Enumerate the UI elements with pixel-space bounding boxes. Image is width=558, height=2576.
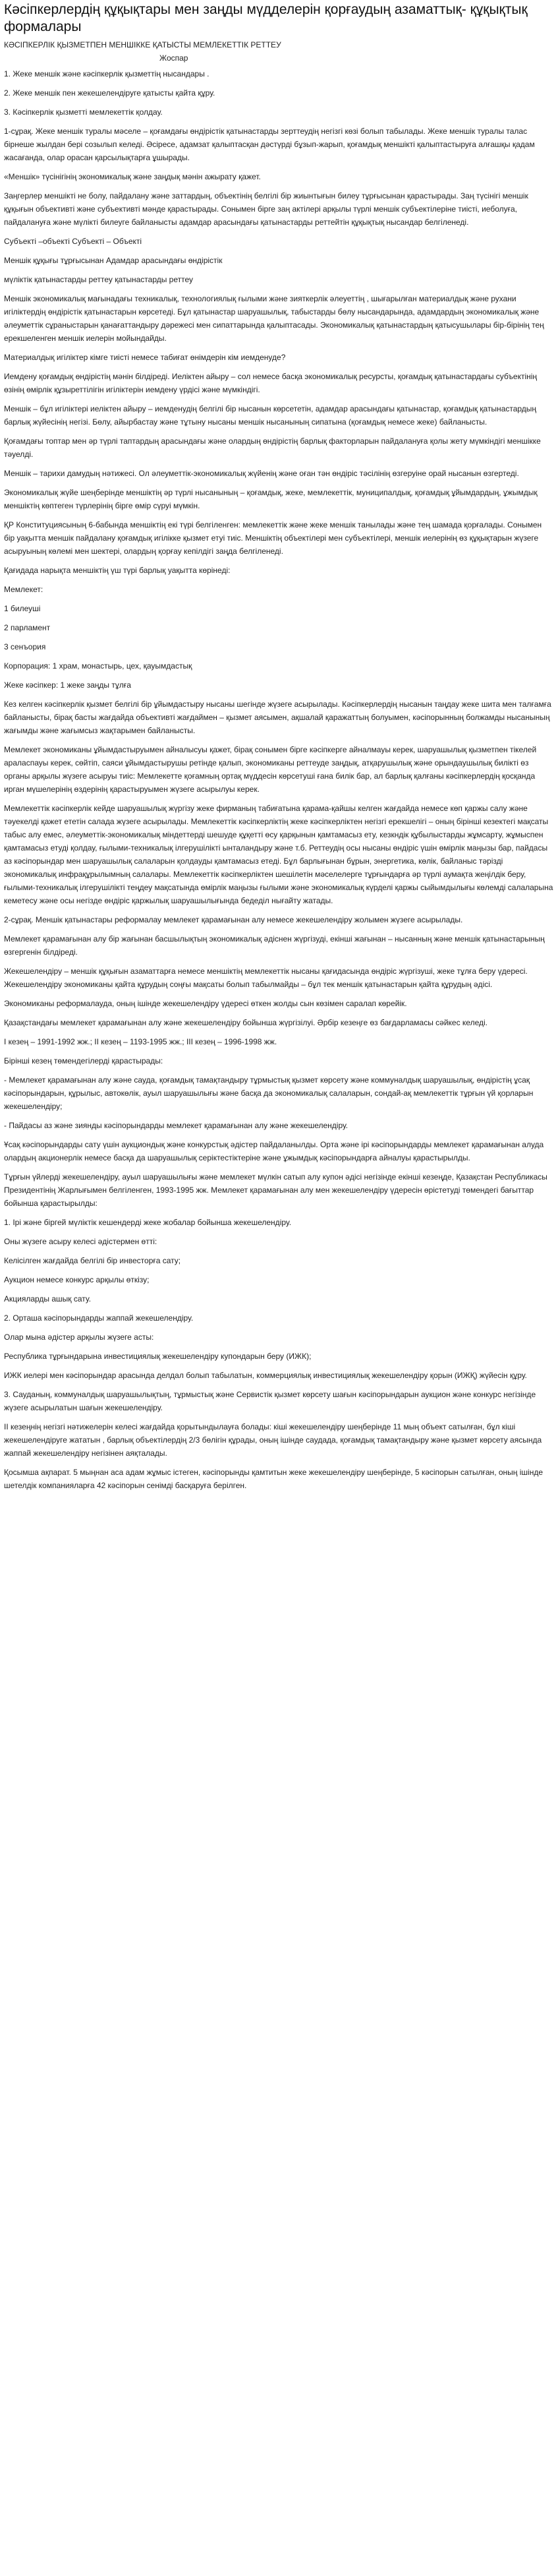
paragraph: II кезеңнің негізгі нәтижелерін келесі жағдайда қорытындылауға болады: кіші жекешелендіру шеңберінде 11 мың объект сатылған, бұл кіші жекешелендіруге жататын , барлық объектілердің 2/3 бөлігін құрады, оның ішінде саудада, қоғамдық тамақтандыру және қызмет көрсету аясында жаппай жекешелендіру негізінен аяқталады. bbox=[4, 1422, 542, 1458]
paragraph: Меншік құқығы тұрғысынан Адамдар арасындағы өндірістік bbox=[4, 256, 223, 265]
paragraph: Материалдық игіліктер кімге тиісті немесе табиғат өнімдерін кім иемденуде? bbox=[4, 353, 286, 362]
paragraph: Аукцион немесе конкурс арқылы өткізу; bbox=[4, 1275, 150, 1284]
paragraph: Келісілген жағдайда белгілі бір инвесторға сату; bbox=[4, 1256, 181, 1265]
paragraph: ҚР Конституциясының 6-бабында меншіктің екі түрі белгіленген: мемлекеттік және жеке меншік танылады және тең шамада қорғалады. Сонымен бір уақытта меншік пайдалану қоғамдық игілікке қызмет етуі тиіс. Меншіктің объектілері мен субъектілері, меншік иелерінің өз құқықтарын жүзеге асыруының көлемі мен шектері, олардың қорғау кепілдігі заңда белгіленеді. bbox=[4, 520, 542, 556]
paragraph: 2 парламент bbox=[4, 623, 51, 632]
paragraph: Экономиканы реформалауда, оның ішінде жекешелендіру үдересі өткен жолды сын көзімен саралап көрейік. bbox=[4, 999, 407, 1008]
paragraph: мүліктік қатынастарды реттеу қатынастарды реттеу bbox=[4, 275, 194, 284]
plan-heading: Жоспар bbox=[159, 53, 188, 63]
paragraph: ИЖК иелері мен кәсіпорындар арасында делдал болып табылатын, коммерциялық инвестициялық жекешелендіру қорын (ИЖҚ) жүйесін құру. bbox=[4, 1371, 527, 1380]
document-subtitle: КӘСІПКЕРЛІК ҚЫЗМЕТПЕН МЕНШІККЕ ҚАТЫСТЫ МЕМЛЕКЕТТІК РЕТТЕУ bbox=[4, 40, 281, 49]
paragraph: Мемлекет: bbox=[4, 585, 43, 594]
paragraph: 2. Жеке меншік пен жекешелендіруге қатысты қайта құру. bbox=[4, 88, 215, 98]
paragraph: Қоғамдағы топтар мен әр түрлі таптардың арасындағы және олардың өндірістің барлық факторларын пайдалануға қолы жету мүмкіндігі меншікке тәуелді. bbox=[4, 436, 541, 459]
document-title: Кәсіпкерлердің құқықтары мен заңды мүдделерін қорғаудың азаматтық- құқықтық формалары bbox=[4, 2, 528, 34]
paragraph: Олар мына әдістер арқылы жүзеге асты: bbox=[4, 1333, 154, 1342]
paragraph: 3. Сауданың, коммуналдық шаруашылықтың, тұрмыстық және Сервистік қызмет көрсету шағын кәсіпорындарын аукцион және конкурс негізінде жүзеге асырылатын шағын жекешелендіру. bbox=[4, 1390, 536, 1412]
paragraph: Мемлекеттік кәсіпкерлік кейде шаруашылық жүргізу жеке фирманың табиғатына қарама-қайшы келген жағдайда немесе көп қаржы салу және тәуекелді қажет ететін салада жүзеге асырылады. Мемлекеттік кәсіпкерліктің жеке кәсіпкерліктен негізгі ерекшелігі – оның бірінші кезектегі мақсаты табыс алу емес, әлеуметтік-экономикалық міндеттерді шешуде құқетті өсу қарқынын қамтамасыз ету, кезкндік құбылыстарды жұмсарту, жұмыспен қамтамасыз етуді қолдау, ғылыми-техникалық ілгерушілікті ынталандыру және т.б. Реттеудің осы нысаны өндіріс үшін өмірлік маңызы бар, пайдасы аз кәсіпорындар мен шаруашылық салаларын қолдауды қамтамасыз етеді. Бұл барлығынан бұрын, энергетика, көлік, байланыс тәрізді экономикалық инфрақұрылымның салалары. Мемлекеттік кәсіпкерліктен шешілетін мәселелерге тұрғындарға әр түрлі аумақта жеңілдік беру, ғылыми-техникалық ілгерушілікті теңдеу мақсатында өмірлік маңызы ғылыми және экономикалық күрделі қаржы сыйымдылығы көлемді салаларына кеметесу және осы негізде өндіріс қаржылық шаруашылығында бедеділ нығайту жатады. bbox=[4, 804, 553, 905]
paragraph: Қосымша ақпарат. 5 мыңнан аса адам жұмыс істеген, кәсіпорынды қамтитын жеке жекешелендіру шеңберінде, 5 кәсіпорын сатылған, оның ішінде шетелдік компанияларға 42 кәсіпорын сенімді басқаруға берілген. bbox=[4, 1468, 544, 1490]
paragraph: Қазақстандағы мемлекет қарамағынан алу және жекешелендіру бойынша жүргізілуі. Әрбір кезеңге өз бағдарламасы сәйкес келеді. bbox=[4, 1018, 488, 1027]
paragraph: Мемлекет қарамағынан алу бір жағынан басшылықтың экономикалық әдіснен жүргізуді, екінші жағынан – нысанның және меншік қатынастарының өзгергенін білдіреді. bbox=[4, 934, 545, 957]
paragraph: 1-сұрақ. Жеке меншік туралы мәселе – қоғамдағы өндірістік қатынастарды зерттеудің негізгі көзі болып табылады. Жеке меншік туралы талас бірнеше жылдан бері созылып келеді. Әсіресе, адамзат қалыптасқан дәстүрді бұзып-жарып, қоғамдық меншікті қалыптастыруға алғашқы қадам жасағанда, олар орасан қарсылықтарға ұшырады. bbox=[4, 127, 535, 162]
paragraph: 1 билеуші bbox=[4, 604, 41, 613]
paragraph: Республика тұрғындарына инвестициялық жекешелендіру купондарын беру (ИЖК); bbox=[4, 1352, 312, 1361]
paragraph: Ұсақ кәсіпорындарды сату үшін аукциондық және конкурстық әдістер пайдаланылды. Орта және ірі кәсіпорындарды мемлекет қарамағынан алуда олардың акционерлік немесе басқа да шаруашылық серіктестіктеріне және ұжымдық кәсіпорындарға айналуы қарастырылды. bbox=[4, 1140, 544, 1162]
paragraph: Меншік экономикалық мағынадағы техникалық, технологиялық ғылыми және зияткерлік әлеуеттің , шығарылған материалдық және рухани игіліктердің өндірістік қатынастарын көрсетеді. Бұл қатынастар шаруашылық, табыстарды бөлу нысандарында, адамдардың экономикалық және әлеуметтік сұраныстарын қанағаттандыру дәрежесі мен сипаттарында қалыптасады. Экономикалық қатынастардың қатысушылары бір-бірінің тең ерекшеленген меншік иелерін мойындайды. bbox=[4, 294, 544, 343]
paragraph: 1. Ірі және біргей мүліктік кешендерді жеке жобалар бойынша жекешелендіру. bbox=[4, 1218, 292, 1227]
paragraph: Жекешелендіру – меншік құқығын азаматтарға немесе меншіктің мемлекеттік нысаны қағидасында өндіріс жүргізуші, жеке тұлға беру үдересі. Жекешелендіру экономиканы қайта құрудың соңғы мақсаты болып табылмайды – бұл тек меншік қатынастарын қайта құрудың әдісі. bbox=[4, 967, 528, 989]
paragraph: Иемдену қоғамдық өндірістің мәнін білдіреді. Иеліктен айыру – сол немесе басқа экономикалық ресурсты, қоғамдық қатынастардағы субъектінің өзінің өмірлік құзыреттілігін игіліктерін иемдену үрдісі және мүмкіндігі. bbox=[4, 372, 538, 394]
paragraph: 3 сенъория bbox=[4, 642, 46, 651]
paragraph: - Пайдасы аз және зиянды кәсіпорындарды мемлекет қарамағынан алу және жекешелендіру. bbox=[4, 1121, 349, 1130]
paragraph: Экономикалық жүйе шеңберінде меншіктің әр түрлі нысанының – қоғамдық, жеке, мемлекеттік, муниципалдық, қоғамдық ұйымдардың, ұжымдық меншіктің көптеген түрлерінің бірге өмір сүруі мүмкін. bbox=[4, 488, 538, 510]
paragraph: Кез келген кәсіпкерлік қызмет белгілі бір ұйымдастыру нысаны шегінде жүзеге асырылады. Кәсіпкерлердің нысанын таңдау жеке шита мен талғамға байланысты, бірақ басты жағдайда объективті жағдаймен – қызмет аясымен, ақшалай қаражаттың болуымен, кәсіпорынның болжамды нысанының жағымды және жағымсыз жақтарымен байланысты. bbox=[4, 700, 551, 735]
paragraph: Субъекті –объекті Субъекті – Объекті bbox=[4, 237, 142, 246]
paragraph: Заңгерлер меншікті не болу, пайдалану және заттардың, объектінің белгілі бір жиынтығын билеу тұрғысынан қарастырады. Заң түсінігі меншік құқығын объективті және субъективті мәнде қарастырады. Сонымен бірге заң актілері арқылы түрлі меншік субъектілеріне тиісті, иеболуға, пайдалануға және мүлікті билеуге байланысты адамдар арасындағы қатынастарды реттейтін құқықтық нысандар белгіленеді. bbox=[4, 191, 528, 227]
document-body bbox=[4, 67, 554, 1492]
paragraph: Қағидада нарықта меншіктің үш түрі барлық уақытта көрінеді: bbox=[4, 566, 231, 575]
paragraph: «Меншік» түсінігінің экономикалық және заңдық мәнін ажырату қажет. bbox=[4, 172, 261, 181]
paragraph: 2-сұрақ. Меншік қатынастары реформалау мемлекет қарамағынан алу немесе жекешелендіру жолымен жүзеге асырылады. bbox=[4, 915, 463, 924]
paragraph: Жеке кәсіпкер: 1 жеке заңды тұлға bbox=[4, 680, 131, 690]
paragraph: 3. Кәсіпкерлік қызметті мемлекеттік қолдау. bbox=[4, 107, 163, 117]
paragraph: Меншік – тарихи дамудың нәтижесі. Ол әлеуметтік-экономикалық жүйенің және оған тән өндіріс тәсілінің өзгеруіне орай нысанын өзгертеді. bbox=[4, 469, 519, 478]
paragraph: Бірінші кезең төмендегілерді қарастырады: bbox=[4, 1056, 163, 1065]
paragraph: Тұрғын үйлерді жекешелендіру, ауыл шаруашылығы және мемлекет мүлкін сатып алу купон әдісі негізінде екінші кезеңде, Қазақстан Республикасы Президентінің Жарлығымен белгіленген, 1993-1995 жж. Мемлекет қарамағынан алу мен жекешелендіру үдересін өрістетуді төмендегі бағыттар бойынша қарастырылды: bbox=[4, 1172, 547, 1208]
paragraph: Меншік – бұл игіліктері иеліктен айыру – иемденудің белгілі бір нысанын көрсететін, адамдар арасындағы қатынастар, қоғамдық қатынастардың барлық жүйесінің негізі. Бөлу, айырбастау және тұтыну нысаны меншік нысанының сипатына (қоғамдық немесе жеке) байланысты. bbox=[4, 404, 537, 427]
paragraph: 1. Жеке меншік және кәсіпкерлік қызметтің нысандары . bbox=[4, 69, 209, 78]
paragraph: Мемлекет экономиканы ұйымдастыруымен айналысуы қажет, бірақ сонымен бірге кәсіпкерге айналмауы керек, шаруашылық қызметпен тікелей араласпауы керек, сөйтіп, саяси ұйымдастырушы ретінде қалып, экономиканы реттеуде заңдық, атқарушылық және орындаушылық билікті өз органы арқылы жүзеге асыруы тиіс: Мемлекетте қоғамның ортақ мүддесін көрсетуші ғана билік бар, ал барлық қалғаны кәсіпкерлердің қосқанда ирган мүшелерінің өздерінің қарастыруымен жүзеге асырылуы керек. bbox=[4, 745, 537, 794]
paragraph: Акцияларды ашық сату. bbox=[4, 1294, 92, 1303]
paragraph: Оны жүзеге асыру келесі әдістермен өтті: bbox=[4, 1237, 157, 1246]
paragraph: I кезең – 1991-1992 жж.; II кезең – 1193-1995 жж.; III кезең – 1996-1998 жж. bbox=[4, 1037, 277, 1046]
paragraph: 2. Орташа кәсіпорындарды жаппай жекешелендіру. bbox=[4, 1313, 194, 1323]
paragraph: - Мемлекет қарамағынан алу және сауда, қоғамдық тамақтандыру тұрмыстық қызмет көрсету және коммуналдық шаруашылық, өндірістің ұсақ кәсіпорындарын, құрылыс, автокөлік, ауыл шаруашылығы және басқа да экономикалық салаларын, сондай-ақ мемлекеттік тұрғын үй қорларын жекешелендіру; bbox=[4, 1075, 534, 1111]
paragraph: Корпорация: 1 храм, монастырь, цех, қауымдастық bbox=[4, 661, 192, 671]
